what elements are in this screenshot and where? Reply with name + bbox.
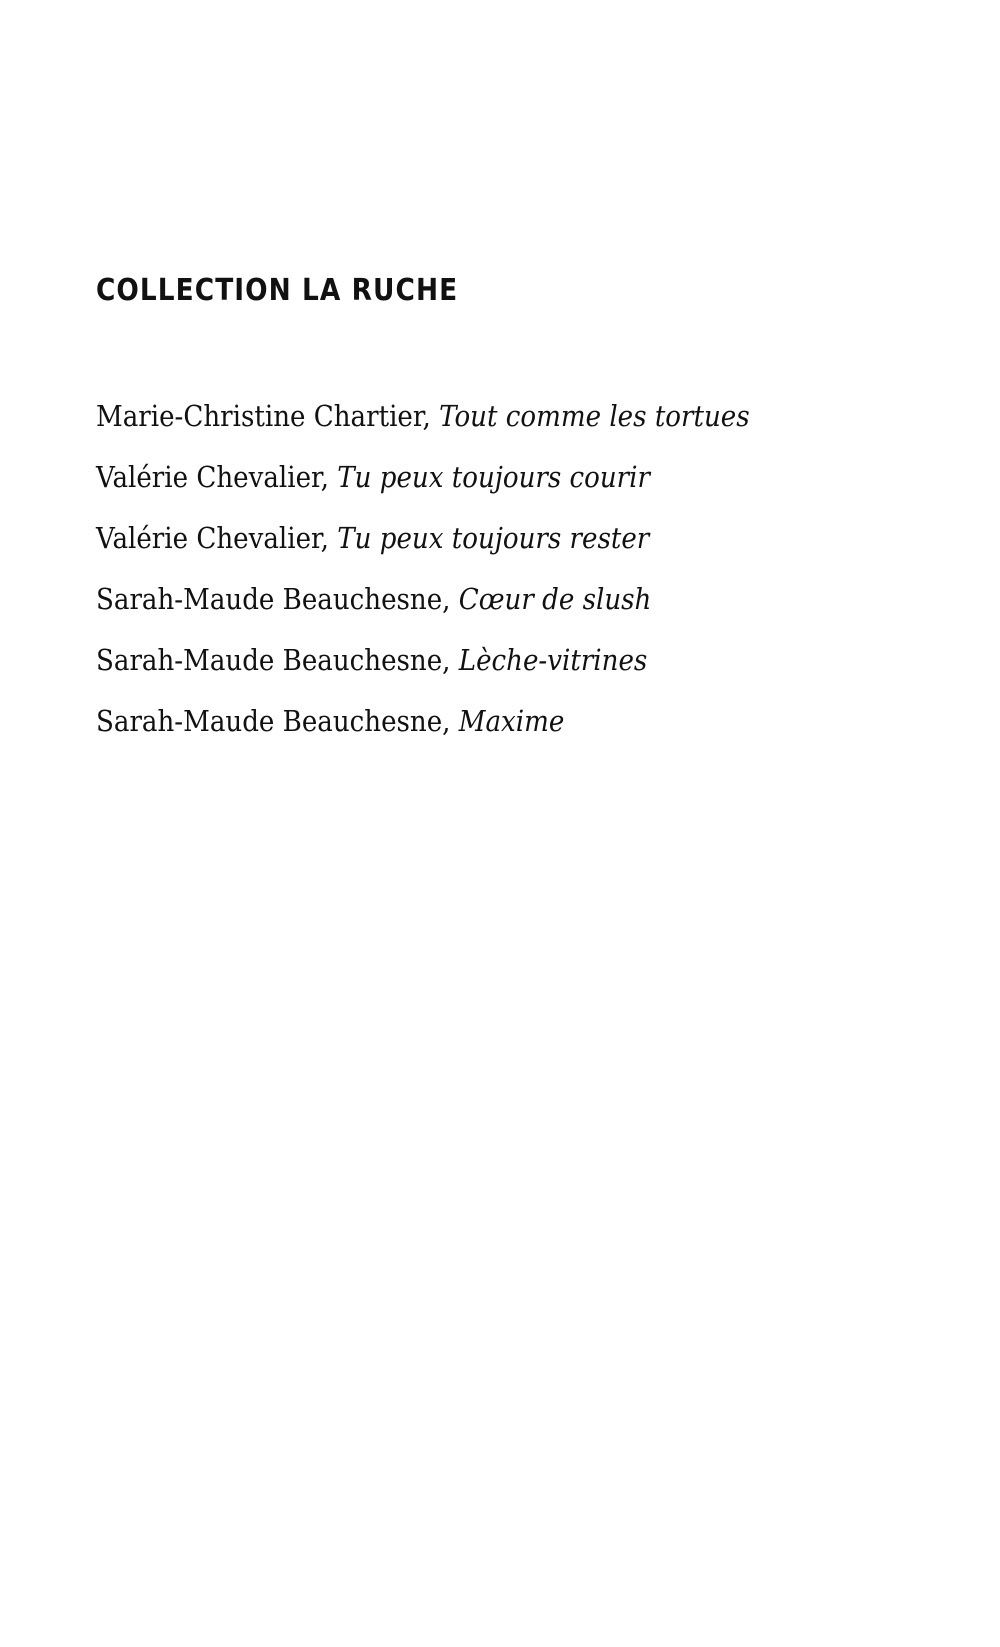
book-entry [96,457,750,518]
book-title: Tout comme les tortues [439,399,750,433]
book-author: Sarah-Maude Beauchesne, [96,704,451,738]
book-title: Cœur de slush [458,582,652,616]
book-list [96,396,822,762]
book-author: Sarah-Maude Beauchesne, [96,643,451,677]
book-entry [96,518,750,579]
book-entry [96,579,750,640]
book-entry [96,701,750,762]
book-title: Lèche-vitrines [458,643,648,677]
book-entry [96,396,750,457]
book-entry [96,640,750,701]
book-title: Tu peux toujours rester [337,521,650,555]
book-title: Maxime [458,704,565,738]
book-author: Sarah-Maude Beauchesne, [96,582,451,616]
book-author: Marie-Christine Chartier, [96,399,431,433]
book-author: Valérie Chevalier, [96,521,329,555]
book-title: Tu peux toujours courir [337,460,650,494]
collection-heading: COLLECTION LA RUCHE [96,273,459,308]
book-author: Valérie Chevalier, [96,460,329,494]
